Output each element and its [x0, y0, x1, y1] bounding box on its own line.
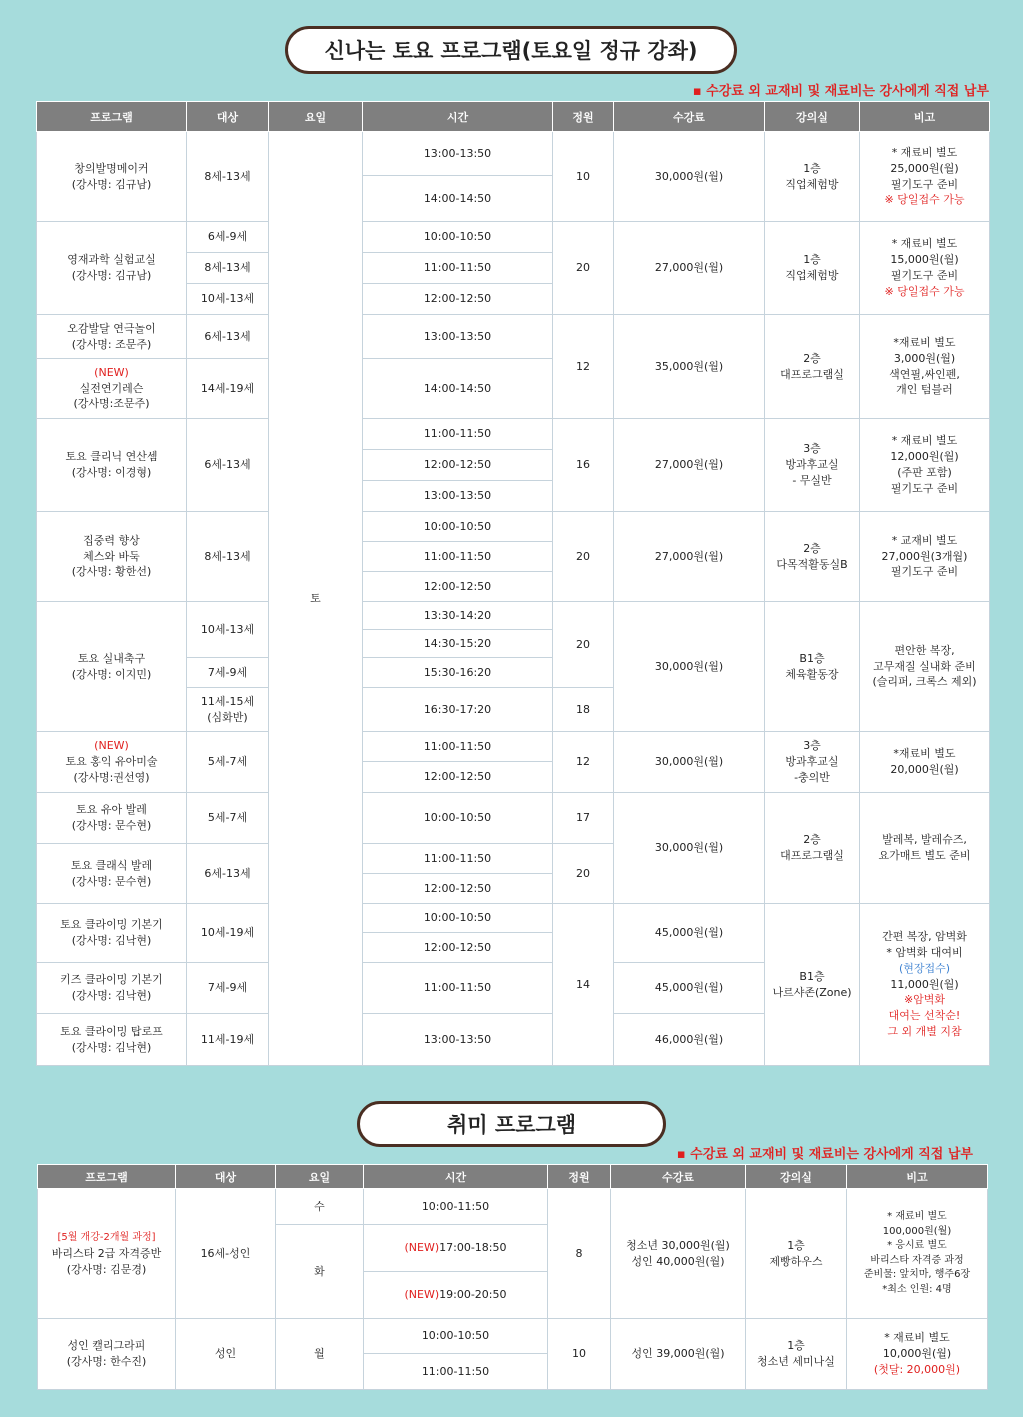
- new-badge: (NEW): [94, 365, 129, 379]
- program-capacity: 20: [553, 844, 614, 904]
- program-time: 13:00-13:50: [363, 132, 553, 176]
- section1-title: 신나는 토요 프로그램(토요일 정규 강좌): [285, 26, 737, 74]
- header-remark: 비고: [860, 102, 990, 132]
- program-capacity: 10: [553, 132, 614, 222]
- program-capacity: 10: [548, 1319, 611, 1390]
- program-fee: 35,000원(월): [614, 315, 765, 419]
- program-target: 11세-15세 (심화반): [187, 688, 269, 732]
- remark-text: * 재료비 별도 10,000원(월): [882, 1331, 952, 1361]
- remark-red: ※ 당일접수 가능: [884, 193, 965, 207]
- header-room: 강의실: [765, 102, 860, 132]
- program-room: 1층 제빵하우스: [746, 1189, 847, 1319]
- header-day: 요일: [276, 1165, 364, 1189]
- program-room: 1층 직업체험방: [765, 222, 860, 315]
- program-target: 6세-9세: [187, 222, 269, 253]
- program-target: 11세-19세: [187, 1014, 269, 1066]
- program-time: 13:30-14:20: [363, 602, 553, 630]
- program-capacity: 17: [553, 793, 614, 844]
- program-room: 3층 방과후교실 -충의반: [765, 732, 860, 793]
- program-capacity: 14: [553, 904, 614, 1066]
- program-fee: 45,000원(월): [614, 963, 765, 1014]
- program-target: 16세-성인: [176, 1189, 276, 1319]
- section2-note: ▪ 수강료 외 교재비 및 재료비는 강사에게 직접 납부: [676, 1147, 973, 1162]
- program-name-text: 실전연기레슨 (강사명:조문주): [73, 381, 150, 411]
- remark-text: * 재료비 별도 15,000원(월) 필기도구 준비: [890, 237, 959, 282]
- program-name: 토요 클라이밍 탑로프 (강사명: 김낙현): [37, 1014, 187, 1066]
- program-name: 집중력 향상 체스와 바둑 (강사명: 황한선): [37, 512, 187, 602]
- program-remark: * 재료비 별도 100,000원(월) * 응시료 별도 바리스타 자격증 과정 준비물: 앞치마, 행주6장 *최소 인원: 4명: [847, 1189, 988, 1319]
- program-capacity: 20: [553, 512, 614, 602]
- program-target: 7세-9세: [187, 658, 269, 688]
- program-target: 6세-13세: [187, 844, 269, 904]
- program-time: 14:00-14:50: [363, 359, 553, 419]
- program-capacity: 12: [553, 315, 614, 419]
- program-name: [37, 359, 187, 419]
- program-time: 11:00-11:50: [363, 542, 553, 572]
- header-time: 시간: [364, 1165, 548, 1189]
- table-row: [37, 793, 990, 844]
- program-time: 11:00-11:50: [364, 1354, 548, 1390]
- program-target: 6세-13세: [187, 419, 269, 512]
- program-room: 1층 청소년 세미나실: [746, 1319, 847, 1390]
- program-target: 7세-9세: [187, 963, 269, 1014]
- table-row: [37, 602, 990, 630]
- program-remark: * 재료비 별도 12,000원(월) (주판 포함) 필기도구 준비: [860, 419, 990, 512]
- program-name: [37, 732, 187, 793]
- program-name: 키즈 클라이밍 기본기 (강사명: 김낙현): [37, 963, 187, 1014]
- table-header-row: [38, 1165, 988, 1189]
- program-time: 11:00-11:50: [363, 253, 553, 284]
- header-day: 요일: [269, 102, 363, 132]
- program-fee: 45,000원(월): [614, 904, 765, 963]
- program-capacity: 18: [553, 688, 614, 732]
- program-time: 12:00-12:50: [363, 450, 553, 481]
- new-badge: (NEW): [404, 1288, 440, 1302]
- header-target: 대상: [176, 1165, 276, 1189]
- program-target: 6세-13세: [187, 315, 269, 359]
- section1-table: [36, 101, 990, 1066]
- program-capacity: 16: [553, 419, 614, 512]
- program-target: 5세-7세: [187, 793, 269, 844]
- header-remark: 비고: [847, 1165, 988, 1189]
- program-fee: 46,000원(월): [614, 1014, 765, 1066]
- program-time: 14:00-14:50: [363, 176, 553, 222]
- program-name: 영재과학 실험교실 (강사명: 김규남): [37, 222, 187, 315]
- table-row: [37, 315, 990, 359]
- header-program: 프로그램: [37, 102, 187, 132]
- program-remark: 발레복, 발레슈즈, 요가매트 별도 준비: [860, 793, 990, 904]
- program-fee: 성인 39,000원(월): [611, 1319, 746, 1390]
- section2-table: [37, 1164, 988, 1390]
- program-remark: [860, 132, 990, 222]
- program-target: 14세-19세: [187, 359, 269, 419]
- program-time: 15:30-16:20: [363, 658, 553, 688]
- program-fee: 27,000원(월): [614, 512, 765, 602]
- program-day: 토: [269, 132, 363, 1066]
- program-room: 2층 대프로그램실: [765, 793, 860, 904]
- program-room: 2층 대프로그램실: [765, 315, 860, 419]
- remark-blue: (현장접수): [898, 961, 951, 975]
- program-time: 10:00-10:50: [364, 1319, 548, 1354]
- program-target: 10세-19세: [187, 904, 269, 963]
- table-header-row: [37, 102, 990, 132]
- program-time: 10:00-11:50: [364, 1189, 548, 1225]
- header-capacity: 정원: [553, 102, 614, 132]
- header-fee: 수강료: [611, 1165, 746, 1189]
- program-time: 12:00-12:50: [363, 284, 553, 315]
- program-target: 10세-13세: [187, 602, 269, 658]
- program-day: 월: [276, 1319, 364, 1390]
- table-row: [38, 1189, 988, 1225]
- table-row: [37, 512, 990, 542]
- table-row: [37, 904, 990, 933]
- new-badge: (NEW): [404, 1241, 440, 1255]
- program-fee: 30,000원(월): [614, 793, 765, 904]
- program-time: 10:00-10:50: [363, 222, 553, 253]
- program-time-text: 17:00-18:50: [439, 1241, 507, 1255]
- program-time: 11:00-11:50: [363, 419, 553, 450]
- program-capacity: 12: [553, 732, 614, 793]
- program-time: 13:00-13:50: [363, 315, 553, 359]
- table-row: [37, 222, 990, 253]
- table-row: [37, 419, 990, 450]
- program-remark: *재료비 별도 20,000원(월): [860, 732, 990, 793]
- remark-red: (첫달: 20,000원): [873, 1362, 961, 1376]
- section2-title: 취미 프로그램: [357, 1101, 666, 1147]
- program-fee: 27,000원(월): [614, 222, 765, 315]
- program-time: 16:30-17:20: [363, 688, 553, 732]
- program-time: 12:00-12:50: [363, 572, 553, 602]
- program-time: 10:00-10:50: [363, 904, 553, 933]
- remark-red: ※ 당일접수 가능: [884, 284, 965, 298]
- program-time: 10:00-10:50: [363, 512, 553, 542]
- program-capacity: 20: [553, 602, 614, 688]
- remark-red: ※암벽화 대여는 선착순! 그 외 개별 지참: [887, 993, 962, 1039]
- program-time: 11:00-11:50: [363, 963, 553, 1014]
- program-time: [364, 1272, 548, 1319]
- program-name: 오감발달 연극놀이 (강사명: 조문주): [37, 315, 187, 359]
- program-name: [38, 1189, 176, 1319]
- remark-text: 간편 복장, 암벽화 * 암벽화 대여비: [882, 929, 967, 959]
- program-target: 8세-13세: [187, 512, 269, 602]
- program-name: 토요 클리닉 연산셈 (강사명: 이경형): [37, 419, 187, 512]
- program-remark: *재료비 별도 3,000원(월) 색연필,싸인펜, 개인 텀블러: [860, 315, 990, 419]
- table-row: [37, 132, 990, 176]
- program-name: 토요 클라이밍 기본기 (강사명: 김낙현): [37, 904, 187, 963]
- table-row: [38, 1319, 988, 1354]
- program-time: 14:30-15:20: [363, 630, 553, 658]
- course-tag: [5월 개강-2개월 과정]: [57, 1232, 156, 1244]
- program-name: 토요 유아 발레 (강사명: 문수현): [37, 793, 187, 844]
- header-time: 시간: [363, 102, 553, 132]
- program-time: 12:00-12:50: [363, 762, 553, 793]
- program-fee: 30,000원(월): [614, 602, 765, 732]
- header-capacity: 정원: [548, 1165, 611, 1189]
- header-fee: 수강료: [614, 102, 765, 132]
- program-name: 토요 실내축구 (강사명: 이지민): [37, 602, 187, 732]
- program-remark: * 교재비 별도 27,000원(3개월) 필기도구 준비: [860, 512, 990, 602]
- program-target: 5세-7세: [187, 732, 269, 793]
- program-name: 창의발명메이커 (강사명: 김규남): [37, 132, 187, 222]
- program-day: 수: [276, 1189, 364, 1225]
- program-time-text: 19:00-20:50: [439, 1288, 507, 1302]
- program-time: 12:00-12:50: [363, 933, 553, 963]
- program-time: 12:00-12:50: [363, 874, 553, 904]
- new-badge: (NEW): [94, 739, 129, 753]
- program-time: 11:00-11:50: [363, 732, 553, 762]
- remark-text: 11,000원(월): [890, 977, 959, 991]
- program-room: 1층 직업체험방: [765, 132, 860, 222]
- header-target: 대상: [187, 102, 269, 132]
- program-room: B1층 체육활동장: [765, 602, 860, 732]
- program-target: 8세-13세: [187, 253, 269, 284]
- program-name-text: 바리스타 2급 자격증반 (강사명: 김문경): [51, 1246, 162, 1276]
- program-time: 13:00-13:50: [363, 1014, 553, 1066]
- program-room: 3층 방과후교실 - 무실반: [765, 419, 860, 512]
- program-name-text: 토요 홍익 유아미술 (강사명:권선영): [65, 755, 158, 784]
- header-program: 프로그램: [38, 1165, 176, 1189]
- program-time: 10:00-10:50: [363, 793, 553, 844]
- program-name: 토요 클래식 발레 (강사명: 문수현): [37, 844, 187, 904]
- program-time: [364, 1225, 548, 1272]
- program-remark: [860, 222, 990, 315]
- program-capacity: 8: [548, 1189, 611, 1319]
- program-target: 10세-13세: [187, 284, 269, 315]
- program-room: B1층 나르샤존(Zone): [765, 904, 860, 1066]
- header-room: 강의실: [746, 1165, 847, 1189]
- program-remark: [860, 904, 990, 1066]
- remark-text: * 재료비 별도 25,000원(월) 필기도구 준비: [890, 145, 959, 191]
- program-time: 11:00-11:50: [363, 844, 553, 874]
- program-room: 2층 다목적활동실B: [765, 512, 860, 602]
- program-time: 13:00-13:50: [363, 481, 553, 512]
- program-fee: 청소년 30,000원(월) 성인 40,000원(월): [611, 1189, 746, 1319]
- program-day: 화: [276, 1225, 364, 1319]
- program-target: 성인: [176, 1319, 276, 1390]
- program-fee: 27,000원(월): [614, 419, 765, 512]
- program-target: 8세-13세: [187, 132, 269, 222]
- program-fee: 30,000원(월): [614, 732, 765, 793]
- program-remark: [847, 1319, 988, 1390]
- program-fee: 30,000원(월): [614, 132, 765, 222]
- program-remark: 편안한 복장, 고무재질 실내화 준비 (슬리퍼, 크록스 제외): [860, 602, 990, 732]
- program-capacity: 20: [553, 222, 614, 315]
- table-row: [37, 732, 990, 762]
- section1-note: ▪ 수강료 외 교재비 및 재료비는 강사에게 직접 납부: [692, 84, 989, 99]
- program-name: 성인 캘리그라피 (강사명: 한수진): [38, 1319, 176, 1390]
